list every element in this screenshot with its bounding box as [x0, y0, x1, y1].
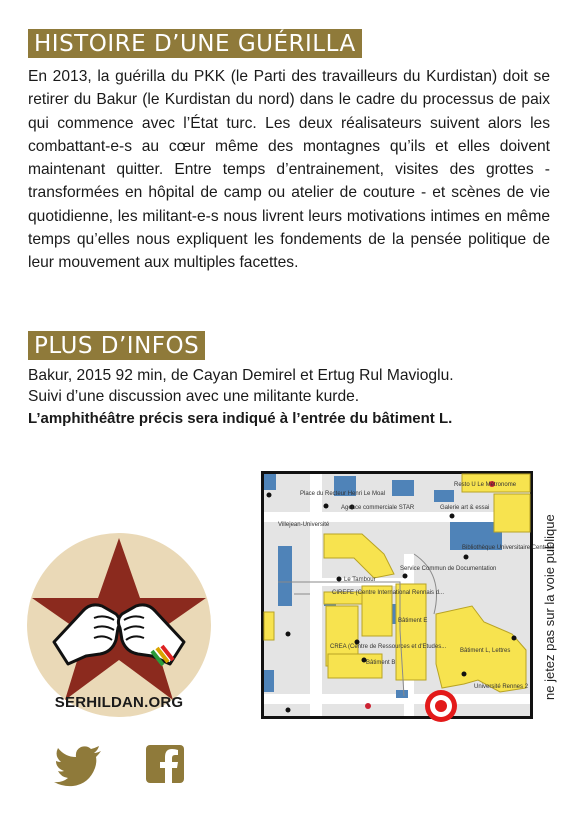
map-label: Bibliothèque Universitaire Centrale	[462, 545, 555, 551]
map-label: Bâtiment E	[398, 618, 428, 624]
serhildan-logo	[24, 530, 214, 720]
section-heading: PLUS D’INFOS	[28, 331, 205, 360]
section-heading: HISTOIRE D’UNE GUÉRILLA	[28, 29, 362, 58]
side-note: ne jetez pas sur la voie publique	[542, 514, 557, 700]
location-marker-icon	[425, 690, 457, 722]
restaurant-pin	[365, 703, 371, 709]
location-note: L’amphithéâtre précis sera indiqué à l’entrée du bâtiment L.	[28, 410, 453, 427]
facebook-icon[interactable]	[146, 745, 184, 783]
map-label: Resto U Le Métronome	[454, 482, 517, 488]
map-label: Le Tambour	[344, 577, 376, 583]
map-label: Villejean-Université	[278, 522, 330, 528]
map-label: Université Rennes 2	[474, 684, 529, 690]
map-label: CREA (Centre de Ressources et d'Etudes...	[330, 644, 447, 650]
map-label: CIREFE (Centre International Rennais d...	[332, 590, 445, 596]
map-label: Bâtiment B	[366, 660, 396, 666]
map-label: Agence commerciale STAR	[341, 505, 415, 511]
map-label: Galerie art & essai	[440, 505, 490, 511]
synopsis-paragraph: En 2013, la guérilla du PKK (le Parti des travailleurs du Kurdistan) doit se retirer du Bakur (le Kurdistan du nord) dans le cadre du processus de paix qui commence avec l’État turc. Les deux réalisateurs suivent alors les combattant-e-s au cœur même des montagnes qu’ils et elles doivent maintenant quitter. Entre temps d’entrainement, visites des grottes - transformées en hôpital de camp ou atelier de couture - et scènes de vie quotidienne, les militant-e-s nous livrent leurs motivations intimes en même temps qu’elles nous expliquent les fondements de la pensée politique de leur mouvement aux multiples facettes.	[28, 68, 550, 272]
website-label[interactable]: SERHILDAN.ORG	[54, 694, 184, 711]
map-label: Place du Recteur Henri Le Moal	[300, 491, 386, 497]
map-label: Bâtiment L, Lettres	[460, 648, 511, 654]
discussion-note: Suivi d’une discussion avec une militante kurde.	[28, 388, 360, 405]
map-label: Service Commun de Documentation	[400, 566, 497, 572]
film-details: Bakur, 2015 92 min, de Cayan Demirel et Ertug Rul Mavioglu.	[28, 367, 454, 384]
twitter-icon[interactable]	[54, 746, 102, 786]
